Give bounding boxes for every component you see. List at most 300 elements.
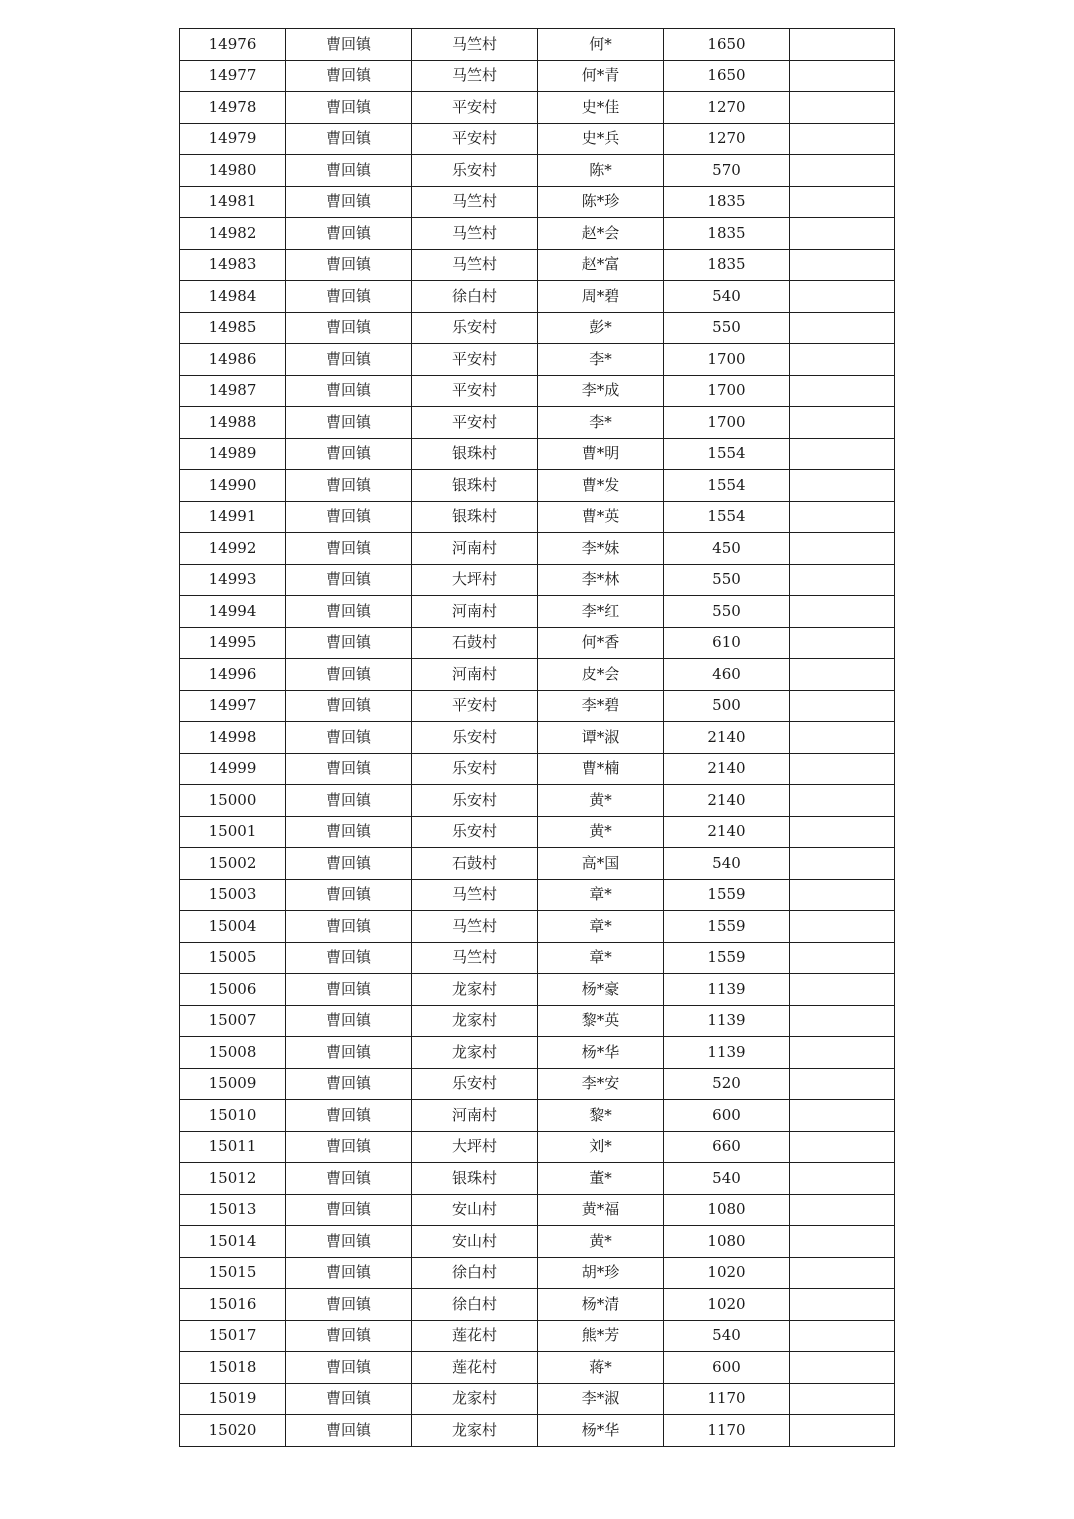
cell-town: 曹回镇 bbox=[286, 407, 412, 439]
cell-town: 曹回镇 bbox=[286, 753, 412, 785]
cell-serial-number: 15013 bbox=[180, 1194, 286, 1226]
table-body bbox=[180, 29, 895, 1447]
cell-town: 曹回镇 bbox=[286, 375, 412, 407]
cell-town: 曹回镇 bbox=[286, 1194, 412, 1226]
cell-note bbox=[790, 848, 895, 880]
cell-town: 曹回镇 bbox=[286, 1163, 412, 1195]
cell-note bbox=[790, 470, 895, 502]
cell-serial-number: 15005 bbox=[180, 942, 286, 974]
cell-amount: 1835 bbox=[664, 186, 790, 218]
cell-serial-number: 14980 bbox=[180, 155, 286, 187]
table-row bbox=[180, 1415, 895, 1447]
cell-town: 曹回镇 bbox=[286, 1068, 412, 1100]
cell-village: 乐安村 bbox=[412, 785, 538, 817]
cell-note bbox=[790, 1005, 895, 1037]
cell-person-name: 曹*英 bbox=[538, 501, 664, 533]
cell-person-name: 蒋* bbox=[538, 1352, 664, 1384]
cell-serial-number: 15001 bbox=[180, 816, 286, 848]
cell-person-name: 何* bbox=[538, 29, 664, 61]
cell-town: 曹回镇 bbox=[286, 1383, 412, 1415]
cell-serial-number: 15009 bbox=[180, 1068, 286, 1100]
cell-town: 曹回镇 bbox=[286, 848, 412, 880]
cell-town: 曹回镇 bbox=[286, 1131, 412, 1163]
cell-amount: 540 bbox=[664, 1320, 790, 1352]
cell-person-name: 李*妹 bbox=[538, 533, 664, 565]
table-row bbox=[180, 722, 895, 754]
cell-note bbox=[790, 29, 895, 61]
cell-serial-number: 14989 bbox=[180, 438, 286, 470]
cell-note bbox=[790, 344, 895, 376]
cell-note bbox=[790, 816, 895, 848]
table-row bbox=[180, 501, 895, 533]
cell-town: 曹回镇 bbox=[286, 1415, 412, 1447]
table-row bbox=[180, 218, 895, 250]
cell-person-name: 杨*华 bbox=[538, 1415, 664, 1447]
cell-note bbox=[790, 407, 895, 439]
cell-serial-number: 14979 bbox=[180, 123, 286, 155]
cell-amount: 1700 bbox=[664, 407, 790, 439]
cell-village: 马竺村 bbox=[412, 60, 538, 92]
cell-amount: 550 bbox=[664, 564, 790, 596]
cell-serial-number: 15016 bbox=[180, 1289, 286, 1321]
cell-person-name: 黄* bbox=[538, 785, 664, 817]
table-row bbox=[180, 470, 895, 502]
cell-amount: 2140 bbox=[664, 753, 790, 785]
cell-person-name: 陈*珍 bbox=[538, 186, 664, 218]
cell-village: 马竺村 bbox=[412, 911, 538, 943]
cell-village: 石鼓村 bbox=[412, 627, 538, 659]
cell-note bbox=[790, 753, 895, 785]
cell-town: 曹回镇 bbox=[286, 879, 412, 911]
cell-village: 乐安村 bbox=[412, 722, 538, 754]
cell-town: 曹回镇 bbox=[286, 501, 412, 533]
cell-serial-number: 14996 bbox=[180, 659, 286, 691]
cell-town: 曹回镇 bbox=[286, 312, 412, 344]
cell-person-name: 史*佳 bbox=[538, 92, 664, 124]
cell-amount: 540 bbox=[664, 848, 790, 880]
cell-person-name: 何*青 bbox=[538, 60, 664, 92]
cell-person-name: 李*红 bbox=[538, 596, 664, 628]
data-table bbox=[179, 28, 895, 1447]
table-row bbox=[180, 375, 895, 407]
cell-person-name: 胡*珍 bbox=[538, 1257, 664, 1289]
cell-amount: 1554 bbox=[664, 501, 790, 533]
cell-town: 曹回镇 bbox=[286, 218, 412, 250]
cell-town: 曹回镇 bbox=[286, 1352, 412, 1384]
cell-person-name: 黄* bbox=[538, 816, 664, 848]
table-row bbox=[180, 627, 895, 659]
cell-village: 银珠村 bbox=[412, 470, 538, 502]
cell-serial-number: 15006 bbox=[180, 974, 286, 1006]
cell-serial-number: 14993 bbox=[180, 564, 286, 596]
cell-amount: 1170 bbox=[664, 1415, 790, 1447]
cell-serial-number: 14981 bbox=[180, 186, 286, 218]
cell-note bbox=[790, 281, 895, 313]
table-row bbox=[180, 533, 895, 565]
cell-village: 龙家村 bbox=[412, 1383, 538, 1415]
cell-note bbox=[790, 1194, 895, 1226]
table-row bbox=[180, 155, 895, 187]
table-row bbox=[180, 1226, 895, 1258]
cell-town: 曹回镇 bbox=[286, 974, 412, 1006]
cell-serial-number: 15017 bbox=[180, 1320, 286, 1352]
cell-note bbox=[790, 155, 895, 187]
table-row bbox=[180, 974, 895, 1006]
cell-note bbox=[790, 596, 895, 628]
cell-town: 曹回镇 bbox=[286, 785, 412, 817]
cell-person-name: 曹*楠 bbox=[538, 753, 664, 785]
cell-person-name: 李* bbox=[538, 407, 664, 439]
cell-town: 曹回镇 bbox=[286, 942, 412, 974]
table-row bbox=[180, 1194, 895, 1226]
cell-village: 莲花村 bbox=[412, 1320, 538, 1352]
cell-person-name: 刘* bbox=[538, 1131, 664, 1163]
cell-amount: 1020 bbox=[664, 1257, 790, 1289]
cell-note bbox=[790, 1352, 895, 1384]
cell-note bbox=[790, 1100, 895, 1132]
cell-amount: 1270 bbox=[664, 92, 790, 124]
cell-amount: 1700 bbox=[664, 344, 790, 376]
cell-note bbox=[790, 1163, 895, 1195]
table-row bbox=[180, 596, 895, 628]
cell-person-name: 章* bbox=[538, 942, 664, 974]
cell-amount: 570 bbox=[664, 155, 790, 187]
cell-town: 曹回镇 bbox=[286, 1100, 412, 1132]
cell-serial-number: 15020 bbox=[180, 1415, 286, 1447]
cell-village: 乐安村 bbox=[412, 816, 538, 848]
table-row bbox=[180, 911, 895, 943]
cell-village: 乐安村 bbox=[412, 753, 538, 785]
cell-person-name: 史*兵 bbox=[538, 123, 664, 155]
cell-amount: 1080 bbox=[664, 1194, 790, 1226]
cell-village: 大坪村 bbox=[412, 1131, 538, 1163]
cell-serial-number: 14986 bbox=[180, 344, 286, 376]
cell-village: 马竺村 bbox=[412, 249, 538, 281]
cell-note bbox=[790, 942, 895, 974]
cell-person-name: 李*成 bbox=[538, 375, 664, 407]
table-row bbox=[180, 281, 895, 313]
cell-amount: 1020 bbox=[664, 1289, 790, 1321]
cell-village: 龙家村 bbox=[412, 1005, 538, 1037]
cell-town: 曹回镇 bbox=[286, 659, 412, 691]
cell-person-name: 熊*芳 bbox=[538, 1320, 664, 1352]
cell-amount: 1139 bbox=[664, 1037, 790, 1069]
cell-village: 平安村 bbox=[412, 407, 538, 439]
cell-village: 马竺村 bbox=[412, 942, 538, 974]
cell-village: 安山村 bbox=[412, 1226, 538, 1258]
cell-serial-number: 15003 bbox=[180, 879, 286, 911]
cell-amount: 1170 bbox=[664, 1383, 790, 1415]
cell-amount: 1139 bbox=[664, 974, 790, 1006]
cell-note bbox=[790, 690, 895, 722]
cell-village: 马竺村 bbox=[412, 186, 538, 218]
cell-town: 曹回镇 bbox=[286, 1289, 412, 1321]
cell-serial-number: 15011 bbox=[180, 1131, 286, 1163]
cell-note bbox=[790, 438, 895, 470]
cell-person-name: 周*碧 bbox=[538, 281, 664, 313]
cell-serial-number: 14999 bbox=[180, 753, 286, 785]
table-row bbox=[180, 1352, 895, 1384]
cell-village: 平安村 bbox=[412, 690, 538, 722]
cell-town: 曹回镇 bbox=[286, 1005, 412, 1037]
cell-note bbox=[790, 722, 895, 754]
cell-serial-number: 15018 bbox=[180, 1352, 286, 1384]
cell-amount: 550 bbox=[664, 312, 790, 344]
cell-village: 银珠村 bbox=[412, 438, 538, 470]
cell-amount: 600 bbox=[664, 1352, 790, 1384]
table-row bbox=[180, 1131, 895, 1163]
cell-amount: 460 bbox=[664, 659, 790, 691]
cell-serial-number: 15002 bbox=[180, 848, 286, 880]
cell-town: 曹回镇 bbox=[286, 533, 412, 565]
cell-serial-number: 14998 bbox=[180, 722, 286, 754]
cell-person-name: 章* bbox=[538, 911, 664, 943]
cell-serial-number: 15010 bbox=[180, 1100, 286, 1132]
cell-person-name: 杨*华 bbox=[538, 1037, 664, 1069]
cell-person-name: 黎* bbox=[538, 1100, 664, 1132]
cell-village: 乐安村 bbox=[412, 1068, 538, 1100]
cell-person-name: 曹*明 bbox=[538, 438, 664, 470]
cell-village: 龙家村 bbox=[412, 974, 538, 1006]
cell-person-name: 李*安 bbox=[538, 1068, 664, 1100]
cell-serial-number: 14982 bbox=[180, 218, 286, 250]
cell-person-name: 李* bbox=[538, 344, 664, 376]
cell-amount: 520 bbox=[664, 1068, 790, 1100]
table-row bbox=[180, 1320, 895, 1352]
table-row bbox=[180, 438, 895, 470]
cell-town: 曹回镇 bbox=[286, 123, 412, 155]
cell-village: 乐安村 bbox=[412, 312, 538, 344]
cell-person-name: 陈* bbox=[538, 155, 664, 187]
cell-village: 河南村 bbox=[412, 1100, 538, 1132]
cell-note bbox=[790, 1257, 895, 1289]
cell-amount: 1559 bbox=[664, 942, 790, 974]
cell-note bbox=[790, 249, 895, 281]
cell-village: 徐白村 bbox=[412, 1257, 538, 1289]
cell-note bbox=[790, 375, 895, 407]
cell-village: 徐白村 bbox=[412, 1289, 538, 1321]
cell-note bbox=[790, 911, 895, 943]
cell-village: 银珠村 bbox=[412, 501, 538, 533]
cell-village: 平安村 bbox=[412, 92, 538, 124]
cell-person-name: 皮*会 bbox=[538, 659, 664, 691]
cell-amount: 1554 bbox=[664, 470, 790, 502]
cell-village: 马竺村 bbox=[412, 218, 538, 250]
cell-amount: 1835 bbox=[664, 249, 790, 281]
cell-village: 银珠村 bbox=[412, 1163, 538, 1195]
cell-note bbox=[790, 879, 895, 911]
cell-village: 乐安村 bbox=[412, 155, 538, 187]
cell-amount: 1700 bbox=[664, 375, 790, 407]
cell-person-name: 李*淑 bbox=[538, 1383, 664, 1415]
cell-amount: 500 bbox=[664, 690, 790, 722]
cell-serial-number: 14997 bbox=[180, 690, 286, 722]
table-row bbox=[180, 1068, 895, 1100]
cell-village: 龙家村 bbox=[412, 1037, 538, 1069]
cell-serial-number: 14995 bbox=[180, 627, 286, 659]
cell-town: 曹回镇 bbox=[286, 438, 412, 470]
cell-village: 马竺村 bbox=[412, 29, 538, 61]
cell-person-name: 杨*清 bbox=[538, 1289, 664, 1321]
cell-town: 曹回镇 bbox=[286, 690, 412, 722]
table-row bbox=[180, 60, 895, 92]
cell-village: 马竺村 bbox=[412, 879, 538, 911]
table-row bbox=[180, 659, 895, 691]
table-row bbox=[180, 1005, 895, 1037]
cell-village: 平安村 bbox=[412, 123, 538, 155]
cell-town: 曹回镇 bbox=[286, 1320, 412, 1352]
cell-town: 曹回镇 bbox=[286, 564, 412, 596]
cell-village: 石鼓村 bbox=[412, 848, 538, 880]
cell-amount: 1559 bbox=[664, 879, 790, 911]
cell-amount: 2140 bbox=[664, 785, 790, 817]
table-row bbox=[180, 407, 895, 439]
cell-town: 曹回镇 bbox=[286, 911, 412, 943]
cell-person-name: 曹*发 bbox=[538, 470, 664, 502]
cell-amount: 1270 bbox=[664, 123, 790, 155]
cell-person-name: 黎*英 bbox=[538, 1005, 664, 1037]
cell-person-name: 黄*福 bbox=[538, 1194, 664, 1226]
cell-serial-number: 15000 bbox=[180, 785, 286, 817]
cell-amount: 610 bbox=[664, 627, 790, 659]
cell-amount: 600 bbox=[664, 1100, 790, 1132]
cell-town: 曹回镇 bbox=[286, 186, 412, 218]
cell-note bbox=[790, 659, 895, 691]
table-row bbox=[180, 29, 895, 61]
cell-village: 大坪村 bbox=[412, 564, 538, 596]
cell-town: 曹回镇 bbox=[286, 816, 412, 848]
cell-serial-number: 14987 bbox=[180, 375, 286, 407]
table-row bbox=[180, 785, 895, 817]
cell-town: 曹回镇 bbox=[286, 627, 412, 659]
cell-village: 莲花村 bbox=[412, 1352, 538, 1384]
cell-town: 曹回镇 bbox=[286, 60, 412, 92]
cell-town: 曹回镇 bbox=[286, 92, 412, 124]
cell-note bbox=[790, 92, 895, 124]
cell-village: 龙家村 bbox=[412, 1415, 538, 1447]
table-row bbox=[180, 1383, 895, 1415]
cell-amount: 540 bbox=[664, 1163, 790, 1195]
cell-amount: 1559 bbox=[664, 911, 790, 943]
cell-town: 曹回镇 bbox=[286, 470, 412, 502]
cell-serial-number: 14992 bbox=[180, 533, 286, 565]
cell-note bbox=[790, 1131, 895, 1163]
cell-note bbox=[790, 1068, 895, 1100]
cell-note bbox=[790, 123, 895, 155]
cell-person-name: 谭*淑 bbox=[538, 722, 664, 754]
table-row bbox=[180, 1289, 895, 1321]
cell-amount: 540 bbox=[664, 281, 790, 313]
cell-note bbox=[790, 186, 895, 218]
cell-person-name: 李*碧 bbox=[538, 690, 664, 722]
cell-village: 河南村 bbox=[412, 596, 538, 628]
cell-note bbox=[790, 1383, 895, 1415]
cell-note bbox=[790, 218, 895, 250]
cell-village: 徐白村 bbox=[412, 281, 538, 313]
cell-town: 曹回镇 bbox=[286, 1226, 412, 1258]
cell-serial-number: 15014 bbox=[180, 1226, 286, 1258]
table-row bbox=[180, 1037, 895, 1069]
cell-serial-number: 14988 bbox=[180, 407, 286, 439]
table-row bbox=[180, 312, 895, 344]
cell-amount: 1650 bbox=[664, 60, 790, 92]
cell-person-name: 董* bbox=[538, 1163, 664, 1195]
cell-note bbox=[790, 60, 895, 92]
cell-town: 曹回镇 bbox=[286, 249, 412, 281]
cell-note bbox=[790, 1320, 895, 1352]
cell-person-name: 杨*豪 bbox=[538, 974, 664, 1006]
cell-amount: 550 bbox=[664, 596, 790, 628]
cell-village: 平安村 bbox=[412, 375, 538, 407]
cell-serial-number: 14978 bbox=[180, 92, 286, 124]
cell-note bbox=[790, 312, 895, 344]
cell-amount: 2140 bbox=[664, 722, 790, 754]
table-row bbox=[180, 942, 895, 974]
cell-serial-number: 14977 bbox=[180, 60, 286, 92]
cell-note bbox=[790, 501, 895, 533]
cell-serial-number: 14985 bbox=[180, 312, 286, 344]
table-row bbox=[180, 249, 895, 281]
cell-serial-number: 14991 bbox=[180, 501, 286, 533]
cell-village: 河南村 bbox=[412, 659, 538, 691]
cell-note bbox=[790, 1226, 895, 1258]
table-row bbox=[180, 186, 895, 218]
cell-serial-number: 15019 bbox=[180, 1383, 286, 1415]
cell-serial-number: 15007 bbox=[180, 1005, 286, 1037]
cell-serial-number: 14990 bbox=[180, 470, 286, 502]
cell-serial-number: 15004 bbox=[180, 911, 286, 943]
cell-town: 曹回镇 bbox=[286, 722, 412, 754]
cell-town: 曹回镇 bbox=[286, 1037, 412, 1069]
cell-note bbox=[790, 627, 895, 659]
cell-amount: 2140 bbox=[664, 816, 790, 848]
cell-serial-number: 14976 bbox=[180, 29, 286, 61]
cell-amount: 1650 bbox=[664, 29, 790, 61]
table-row bbox=[180, 879, 895, 911]
cell-town: 曹回镇 bbox=[286, 155, 412, 187]
table-row bbox=[180, 1257, 895, 1289]
cell-amount: 660 bbox=[664, 1131, 790, 1163]
cell-note bbox=[790, 974, 895, 1006]
cell-note bbox=[790, 1415, 895, 1447]
cell-village: 河南村 bbox=[412, 533, 538, 565]
table-row bbox=[180, 848, 895, 880]
table-row bbox=[180, 753, 895, 785]
cell-amount: 450 bbox=[664, 533, 790, 565]
cell-amount: 1139 bbox=[664, 1005, 790, 1037]
cell-amount: 1835 bbox=[664, 218, 790, 250]
cell-note bbox=[790, 533, 895, 565]
cell-note bbox=[790, 1289, 895, 1321]
table-row bbox=[180, 92, 895, 124]
cell-person-name: 章* bbox=[538, 879, 664, 911]
table-row bbox=[180, 564, 895, 596]
cell-note bbox=[790, 564, 895, 596]
table-row bbox=[180, 344, 895, 376]
cell-town: 曹回镇 bbox=[286, 29, 412, 61]
cell-amount: 1554 bbox=[664, 438, 790, 470]
cell-town: 曹回镇 bbox=[286, 1257, 412, 1289]
cell-town: 曹回镇 bbox=[286, 281, 412, 313]
cell-town: 曹回镇 bbox=[286, 596, 412, 628]
cell-serial-number: 15012 bbox=[180, 1163, 286, 1195]
cell-amount: 1080 bbox=[664, 1226, 790, 1258]
table-row bbox=[180, 1100, 895, 1132]
cell-person-name: 赵*富 bbox=[538, 249, 664, 281]
cell-person-name: 李*林 bbox=[538, 564, 664, 596]
cell-town: 曹回镇 bbox=[286, 344, 412, 376]
cell-village: 平安村 bbox=[412, 344, 538, 376]
